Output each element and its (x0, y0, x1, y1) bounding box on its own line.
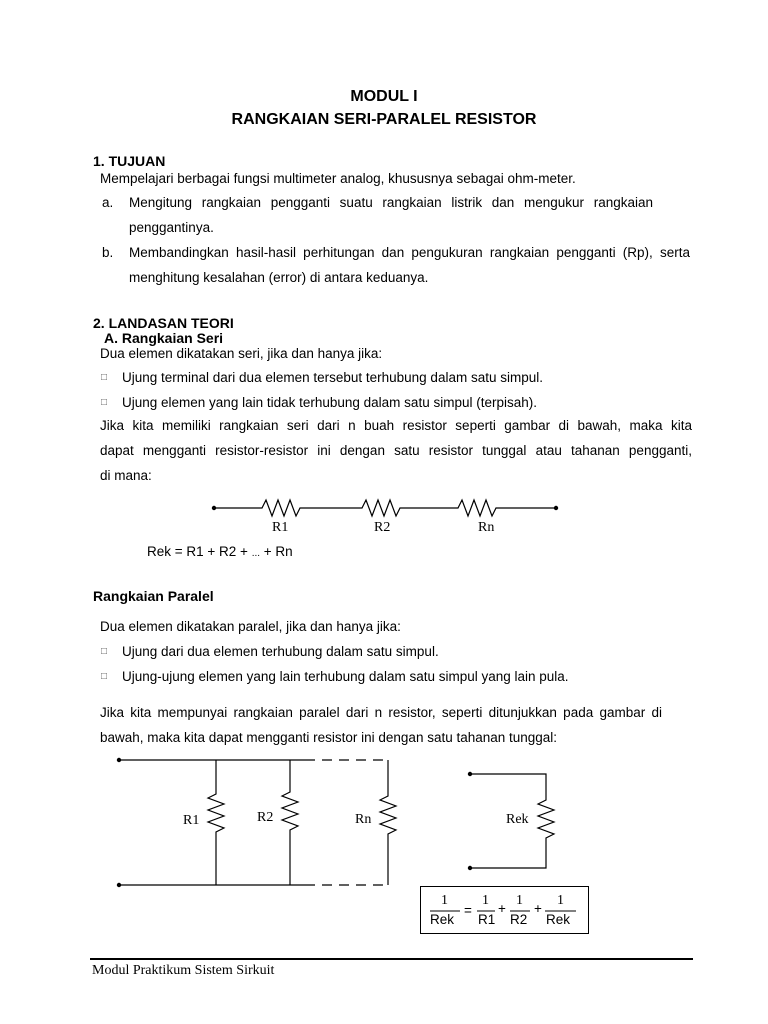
tujuan-b-line2: menghitung kesalahan (error) di antara keduanya. (129, 270, 429, 285)
tujuan-a-line1: Mengitung rangkaian pengganti suatu rangkaian listrik dan mengukur rangkaian (129, 195, 653, 210)
formula-den-rek: Rek (430, 912, 455, 927)
bullet-icon: □ (101, 397, 108, 408)
paralel-para-line1: Jika kita mempunyai rangkaian paralel dari n resistor, seperti ditunjukkan pada gambar di (100, 705, 662, 720)
seri-intro: Dua elemen dikatakan seri, jika dan hanya jika: (100, 346, 383, 361)
formula-den-rek-2: Rek (546, 912, 571, 927)
bullet-icon: □ (101, 671, 108, 682)
section-landasan-heading: 2. LANDASAN TEORI (93, 315, 234, 331)
seri-para-line2: dapat mengganti resistor-resistor ini dengan satu resistor tunggal atau tahanan pengganti, (100, 443, 692, 458)
paralel-bullet-1: Ujung dari dua elemen terhubung dalam satu simpul. (122, 644, 439, 659)
footer-rule (90, 958, 693, 960)
series-label-r1: R1 (272, 520, 289, 535)
tujuan-intro: Mempelajari berbagai fungsi multimeter analog, khususnya sebagai ohm-meter. (100, 171, 576, 186)
paralel-bullet-2: Ujung-ujung elemen yang lain terhubung dalam satu simpul yang lain pula. (122, 669, 569, 684)
seri-bullet-2: Ujung elemen yang lain tidak terhubung dalam satu simpul (terpisah). (122, 395, 537, 410)
tujuan-b-line1: Membandingkan hasil-hasil perhitungan dan pengukuran rangkaian pengganti (Rp), serta (129, 245, 690, 260)
formula-plus-1: + (498, 901, 506, 916)
subsection-paralel-heading: Rangkaian Paralel (93, 588, 214, 604)
parallel-label-r1: R1 (183, 813, 200, 828)
formula-num-4: 1 (557, 893, 564, 908)
section-tujuan-heading: 1. TUJUAN (93, 153, 166, 169)
formula-plus-2: + (534, 901, 542, 916)
series-formula-dots: ... (251, 548, 261, 559)
seri-para-line3: di mana: (100, 468, 152, 483)
formula-num-3: 1 (516, 893, 523, 908)
parallel-label-rn: Rn (355, 812, 372, 827)
footer-text: Modul Praktikum Sistem Sirkuit (92, 963, 275, 978)
seri-para-line1: Jika kita memiliki rangkaian seri dari n buah resistor seperti gambar di bawah, maka kita (100, 418, 692, 433)
equivalent-label-rek: Rek (506, 812, 529, 827)
series-label-rn: Rn (478, 520, 495, 535)
seri-bullet-1: Ujung terminal dari dua elemen tersebut terhubung dalam satu simpul. (122, 370, 543, 385)
series-label-r2: R2 (374, 520, 391, 535)
series-formula-part-a: Rek = R1 + R2 + (147, 544, 252, 559)
bullet-icon: □ (101, 646, 108, 657)
formula-den-r2: R2 (510, 912, 528, 927)
parallel-label-r2: R2 (257, 810, 274, 825)
module-title: RANGKAIAN SERI-PARALEL RESISTOR (231, 111, 537, 128)
series-formula-part-b: + Rn (260, 544, 293, 559)
tujuan-a-marker: a. (102, 195, 114, 210)
formula-num-1: 1 (441, 893, 448, 908)
paralel-para-line2: bawah, maka kita dapat mengganti resistor ini dengan satu tahanan tunggal: (100, 730, 558, 745)
formula-den-r1: R1 (478, 912, 496, 927)
subsection-seri-heading: A. Rangkaian Seri (104, 330, 224, 346)
formula-num-2: 1 (482, 893, 489, 908)
formula-equals: = (464, 903, 472, 918)
module-number: MODUL I (350, 88, 418, 105)
tujuan-a-line2: penggantinya. (129, 220, 214, 235)
paralel-intro: Dua elemen dikatakan paralel, jika dan hanya jika: (100, 619, 401, 634)
bullet-icon: □ (101, 372, 108, 383)
tujuan-b-marker: b. (102, 245, 114, 260)
